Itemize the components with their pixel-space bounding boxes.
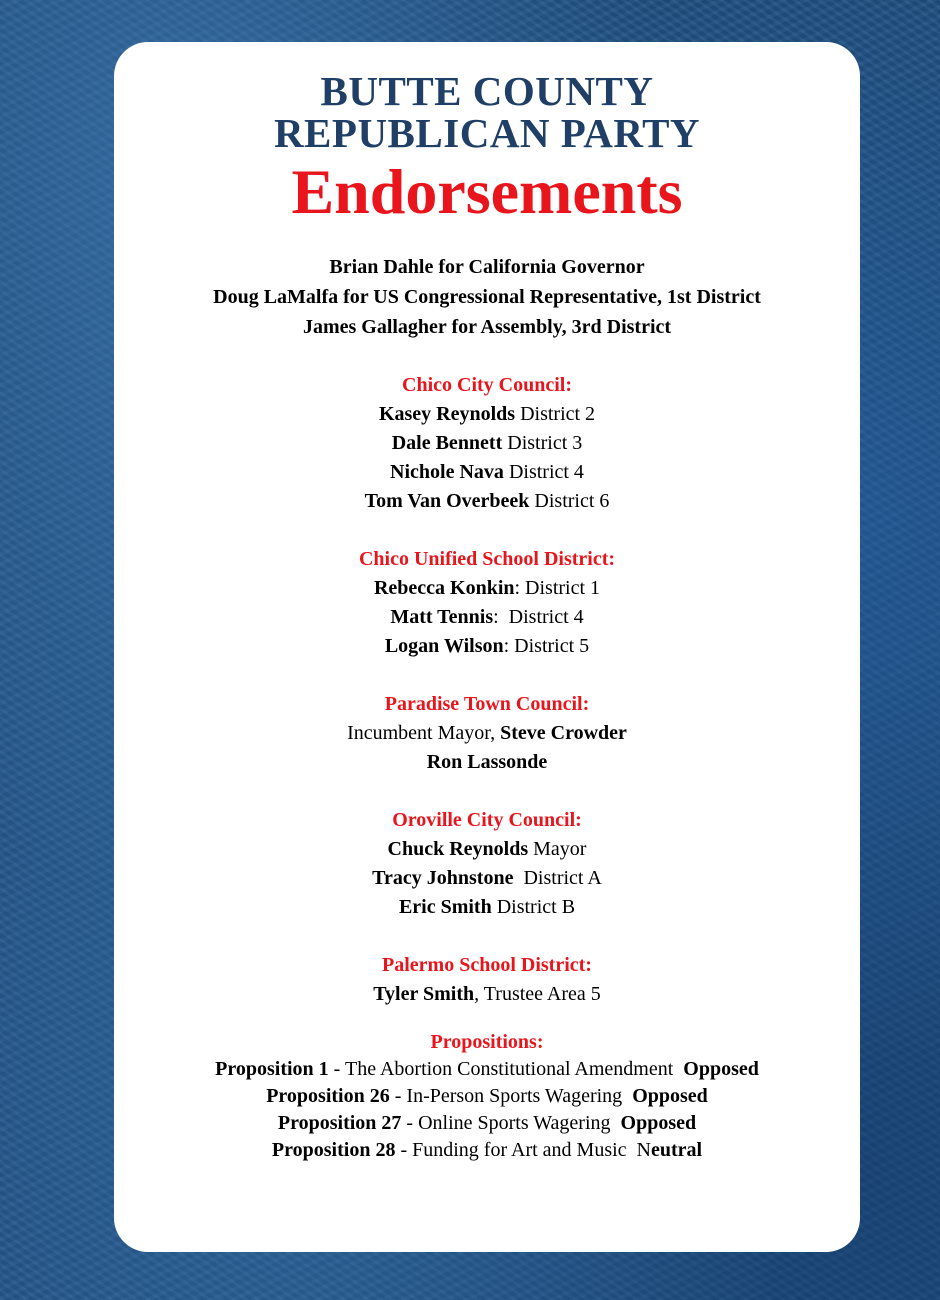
section-chico-city-council [114, 371, 860, 516]
section-heading: Palermo School District: [382, 954, 592, 976]
candidate-detail: Mayor [528, 838, 587, 860]
proposition-entry [114, 1110, 860, 1137]
candidate-name: Dale Bennett [391, 432, 503, 454]
candidate-name: Steve Crowder [500, 722, 627, 744]
candidate-detail: District 2 [515, 403, 596, 425]
proposition-position-initial: N [636, 1139, 651, 1161]
candidate-entry [114, 487, 860, 516]
candidate-name: Rebecca Konkin [373, 577, 515, 599]
candidate-name: Matt Tennis [390, 606, 494, 628]
candidate-name: Logan Wilson [384, 635, 504, 657]
section-propositions [114, 1029, 860, 1164]
candidate-entry [114, 748, 860, 777]
candidate-detail: District 3 [502, 432, 583, 454]
candidate-detail: District B [491, 896, 576, 918]
candidate-detail: : District 1 [514, 577, 601, 599]
lead-endorsements [114, 252, 860, 342]
proposition-detail: - The Abortion Constitutional Amendment [328, 1058, 684, 1080]
candidate-name: Ron Lassonde [426, 751, 548, 773]
proposition-name: Proposition 1 [215, 1058, 329, 1080]
candidate-name: Eric Smith [398, 896, 492, 918]
candidate-entry [114, 574, 860, 603]
candidate-detail: : District 5 [503, 635, 590, 657]
section-chico-unified-school-district [114, 545, 860, 661]
proposition-entry [114, 1083, 860, 1110]
candidate-detail: : District 4 [493, 606, 584, 628]
lead-endorsement-item: James Gallagher for Assembly, 3rd District [302, 316, 672, 338]
section-palermo-school-district [114, 951, 860, 1009]
section-heading: Chico Unified School District: [358, 548, 616, 570]
proposition-name: Proposition 27 [277, 1112, 402, 1134]
org-name-line1: BUTTE COUNTY [320, 68, 654, 114]
proposition-detail: - Funding for Art and Music [395, 1139, 637, 1161]
candidate-entry [114, 400, 860, 429]
candidate-entry [114, 458, 860, 487]
candidate-detail: , Trustee Area 5 [474, 983, 601, 1005]
candidate-entry [114, 429, 860, 458]
proposition-position: Opposed [620, 1112, 697, 1134]
proposition-detail: - Online Sports Wagering [401, 1112, 621, 1134]
candidate-name: Tom Van Overbeek [364, 490, 530, 512]
candidate-name: Nichole Nava [390, 461, 504, 483]
section-heading: Oroville City Council: [392, 809, 582, 831]
proposition-position: Opposed [683, 1058, 759, 1080]
candidate-name: Tyler Smith [373, 983, 475, 1005]
candidate-prefix: Incumbent Mayor, [347, 722, 501, 744]
proposition-entry [114, 1137, 860, 1164]
candidate-entry [114, 835, 860, 864]
candidate-name: Kasey Reynolds [378, 403, 516, 425]
candidate-name: Chuck Reynolds [387, 838, 529, 860]
lead-endorsement-item: Brian Dahle for California Governor [329, 256, 645, 278]
org-name-line2: REPUBLICAN PARTY [273, 110, 701, 156]
candidate-entry [114, 980, 860, 1009]
proposition-position: eutral [651, 1139, 703, 1161]
section-heading: Chico City Council: [402, 374, 572, 396]
candidate-entry [114, 893, 860, 922]
lead-endorsement-item: Doug LaMalfa for US Congressional Representative, 1st District [213, 286, 761, 308]
endorsement-card [114, 42, 860, 1252]
section-heading: Propositions: [430, 1031, 544, 1053]
page-title: Endorsements [291, 156, 683, 227]
proposition-name: Proposition 26 [266, 1085, 390, 1107]
candidate-detail: District A [513, 867, 602, 889]
candidate-entry [114, 632, 860, 661]
section-oroville-city-council [114, 806, 860, 922]
candidate-detail: District 6 [529, 490, 610, 512]
proposition-position: Opposed [632, 1085, 708, 1107]
candidate-entry [114, 864, 860, 893]
proposition-detail: - In-Person Sports Wagering [389, 1085, 633, 1107]
proposition-entry [114, 1056, 860, 1083]
section-heading: Paradise Town Council: [384, 693, 590, 715]
proposition-name: Proposition 28 [271, 1139, 396, 1161]
org-name [114, 70, 860, 154]
candidate-entry [114, 603, 860, 632]
candidate-entry [114, 719, 860, 748]
candidate-name: Tracy Johnstone [372, 867, 514, 889]
candidate-detail: District 4 [503, 461, 584, 483]
section-paradise-town-council [114, 690, 860, 777]
